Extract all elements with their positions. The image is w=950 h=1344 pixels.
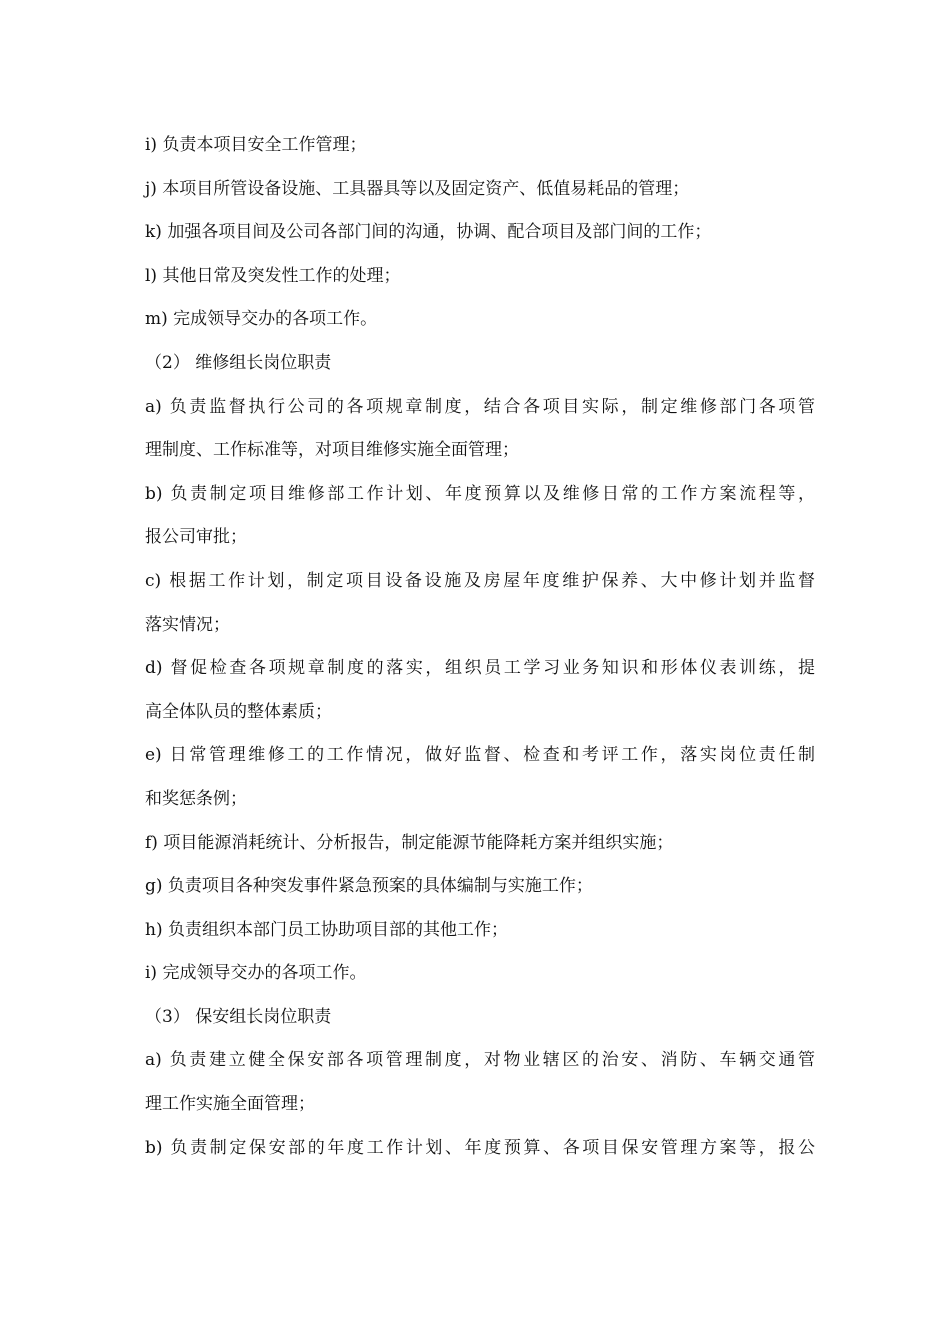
text-line: k) 加强各项目间及公司各部门间的沟通，协调、配合项目及部门间的工作； <box>145 222 712 243</box>
text-line: m) 完成领导交办的各项工作。 <box>145 309 378 330</box>
text-line: g) 负责项目各种突发事件紧急预案的具体编制与实施工作； <box>145 876 593 897</box>
text-line: l) 其他日常及突发性工作的处理； <box>145 265 401 286</box>
text-line: b) 负责制定项目维修部工作计划、年度预算以及维修日常的工作方案流程等， <box>145 483 815 504</box>
text-line: i) 负责本项目安全工作管理； <box>145 135 367 155</box>
text-line: j) 本项目所管设备设施、工具器具等以及固定资产、低值易耗品的管理； <box>145 178 690 199</box>
text-line: 落实情况； <box>145 614 230 635</box>
text-line: a) 负责建立健全保安部各项管理制度，对物业辖区的治安、消防、车辆交通管 <box>145 1050 815 1071</box>
text-line: d) 督促检查各项规章制度的落实，组织员工学习业务知识和形体仪表训练，提 <box>145 658 815 679</box>
text-line: 和奖惩条例； <box>145 788 247 809</box>
text-line: e) 日常管理维修工的工作情况，做好监督、检查和考评工作，落实岗位责任制 <box>145 745 815 766</box>
text-line: i) 完成领导交办的各项工作。 <box>145 963 367 984</box>
text-line: h) 负责组织本部门员工协助项目部的其他工作； <box>145 919 508 940</box>
text-line: 高全体队员的整体素质； <box>145 701 332 722</box>
section-heading: （3） 保安组长岗位职责 <box>145 1006 332 1027</box>
text-line: 理工作实施全面管理； <box>145 1094 315 1115</box>
section-heading: （2） 维修组长岗位职责 <box>145 352 332 373</box>
text-line: f) 项目能源消耗统计、分析报告，制定能源节能降耗方案并组织实施； <box>145 832 674 853</box>
text-line: 报公司审批； <box>145 527 247 548</box>
text-line: a) 负责监督执行公司的各项规章制度，结合各项目实际，制定维修部门各项管 <box>145 396 815 417</box>
text-line: b) 负责制定保安部的年度工作计划、年度预算、各项目保安管理方案等，报公 <box>145 1137 815 1158</box>
text-line: c) 根据工作计划，制定项目设备设施及房屋年度维护保养、大中修计划并监督 <box>145 570 815 591</box>
document-body <box>145 124 815 1170</box>
text-line: 理制度、工作标准等，对项目维修实施全面管理； <box>145 440 519 461</box>
